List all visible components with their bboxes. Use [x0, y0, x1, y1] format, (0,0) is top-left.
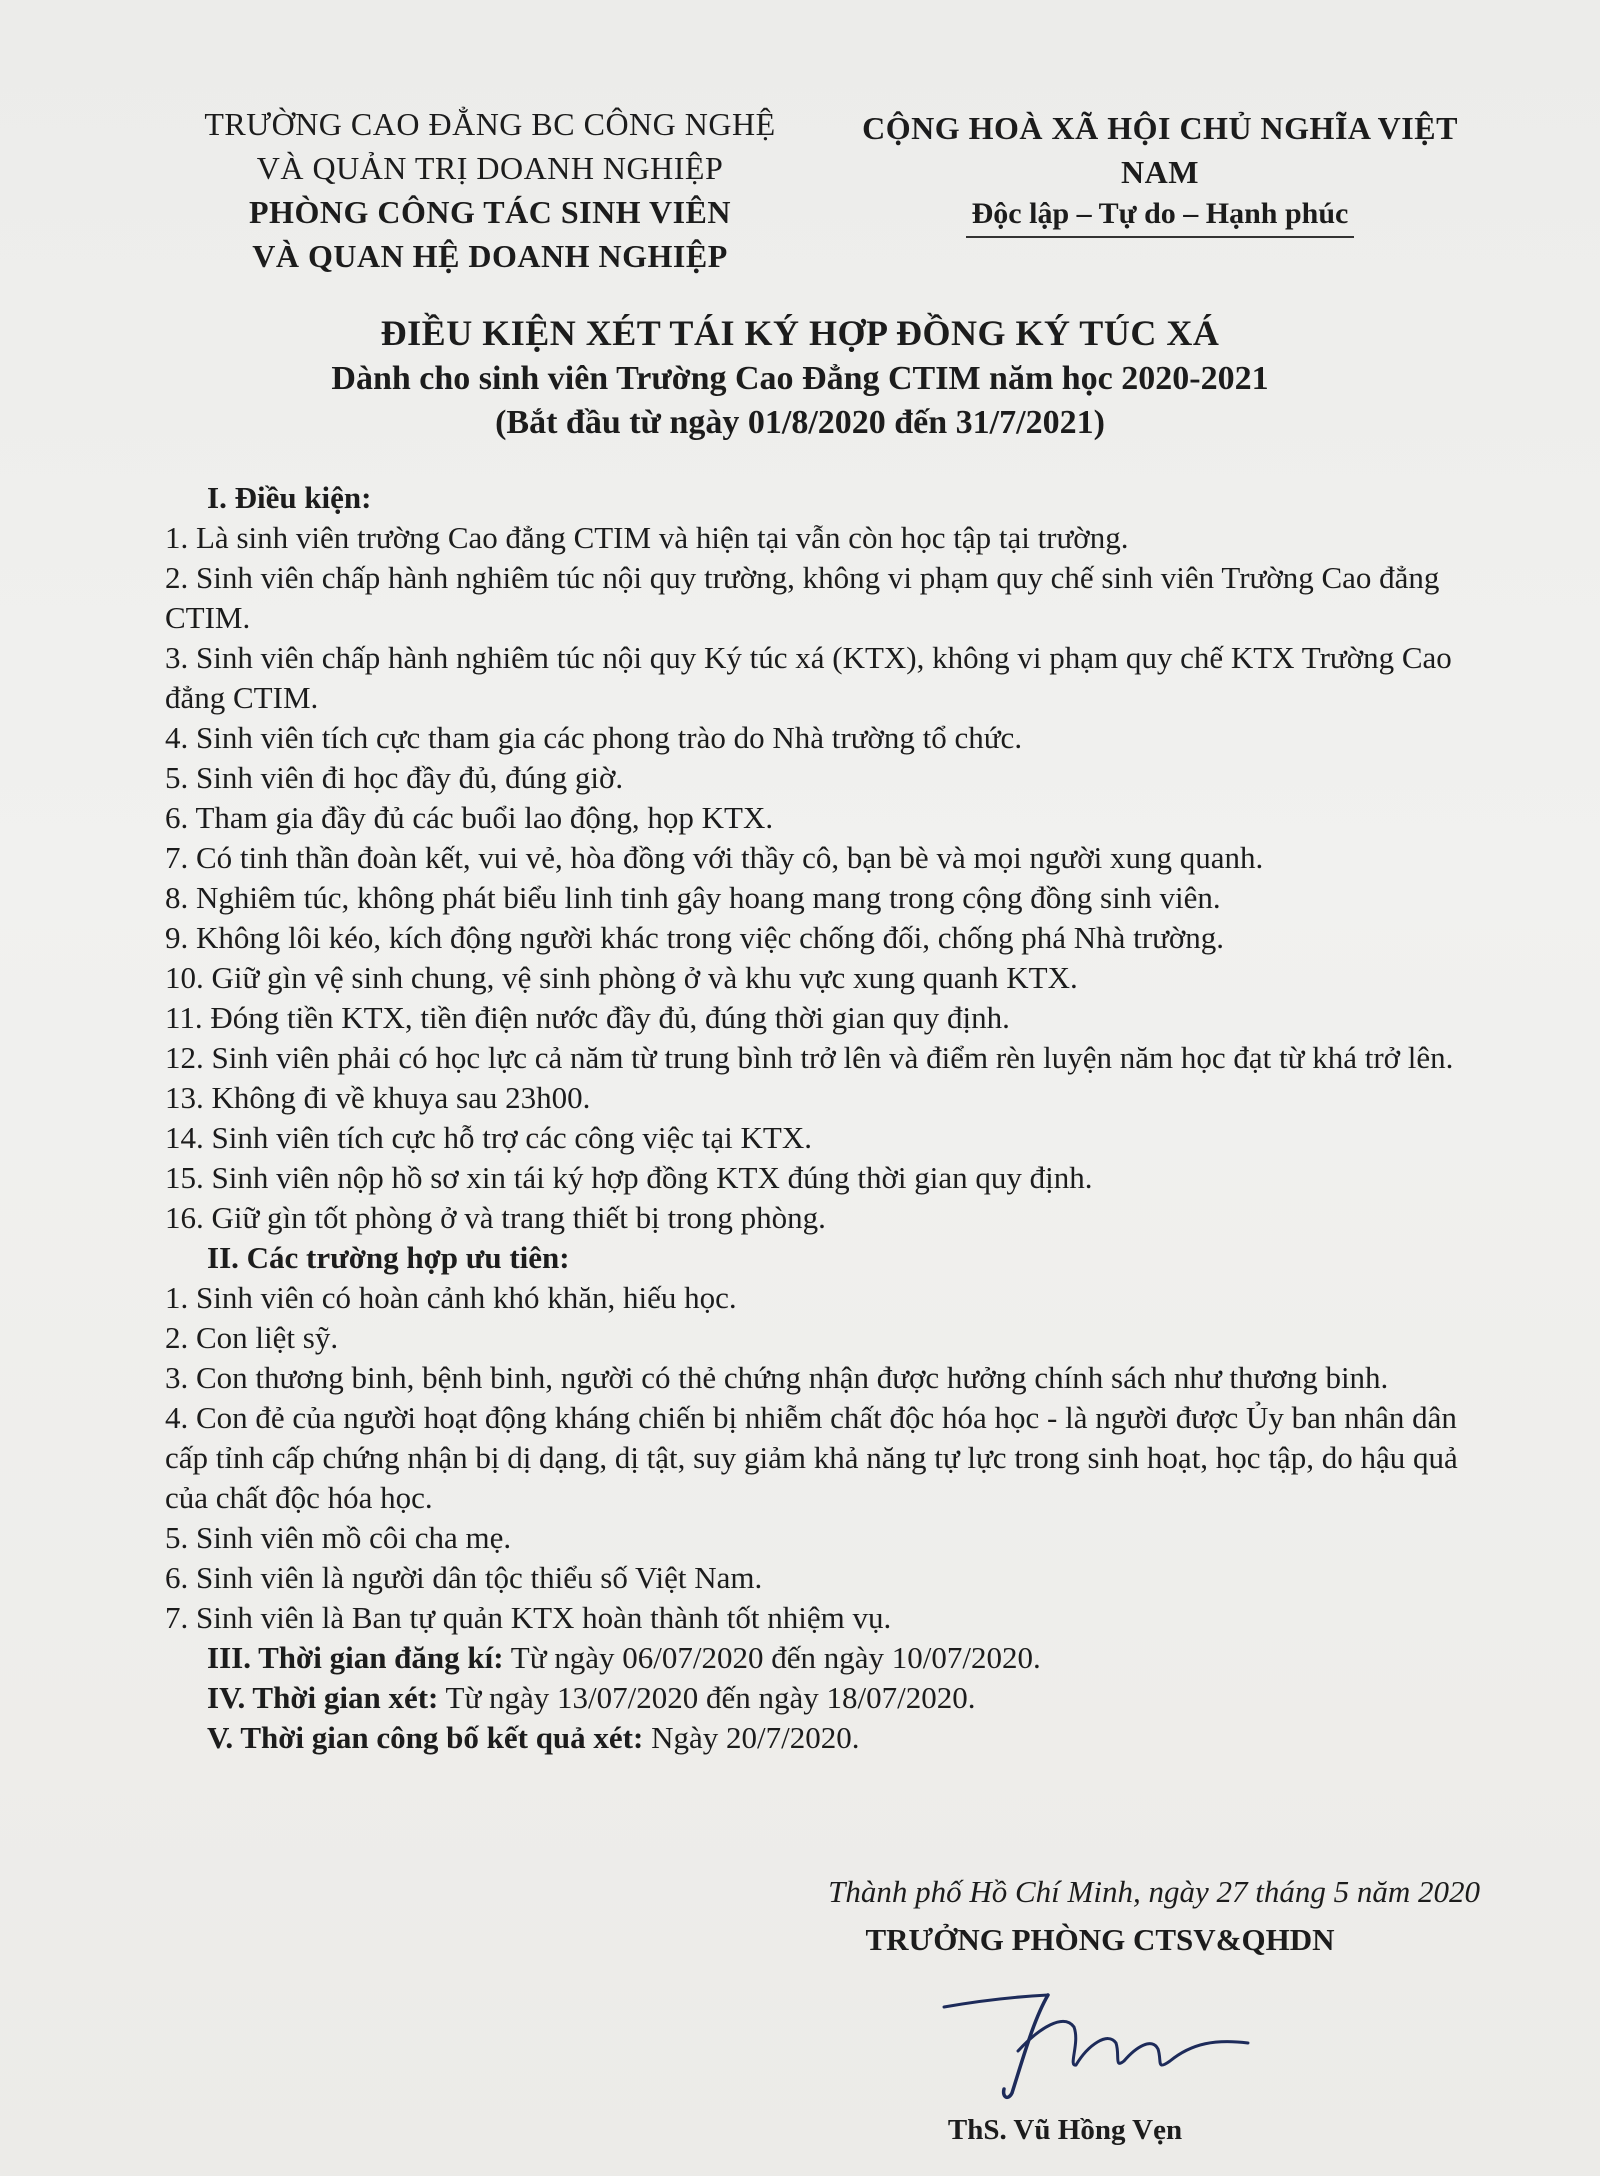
section-value: Ngày 20/7/2020.: [643, 1720, 860, 1755]
list-item: 7. Có tinh thần đoàn kết, vui vẻ, hòa đồng với thầy cô, bạn bè và mọi người xung quanh.: [165, 840, 1264, 875]
list-item: 1. Là sinh viên trường Cao đẳng CTIM và hiện tại vẫn còn học tập tại trường.: [165, 520, 1129, 555]
announcement-date: [165, 1718, 1485, 1758]
department-line: VÀ QUAN HỆ DOANH NGHIỆP: [252, 238, 728, 274]
list-item: 3. Sinh viên chấp hành nghiêm túc nội quy Ký túc xá (KTX), không vi phạm quy chế KTX Trường Cao đẳng CTIM.: [165, 640, 1452, 715]
list-item: 4. Con đẻ của người hoạt động kháng chiến bị nhiễm chất độc hóa học - là người được Ủy ban nhân dân cấp tỉnh cấp chứng nhận bị dị dạng, dị tật, suy giảm khả năng tự lực trong sinh hoạt, học tập, do hậu quả của chất độc hóa học.: [165, 1400, 1458, 1515]
list-item: 1. Sinh viên có hoàn cảnh khó khăn, hiếu học.: [165, 1280, 737, 1315]
section-label: IV. Thời gian xét:: [207, 1680, 439, 1715]
document-title: ĐIỀU KIỆN XÉT TÁI KÝ HỢP ĐỒNG KÝ TÚC XÁ: [380, 313, 1220, 353]
signer-name: ThS. Vũ Hồng Vẹn: [947, 2114, 1183, 2146]
list-item: 14. Sinh viên tích cực hỗ trợ các công việc tại KTX.: [165, 1120, 812, 1155]
list-item: 15. Sinh viên nộp hồ sơ xin tái ký hợp đồng KTX đúng thời gian quy định.: [165, 1160, 1093, 1195]
list-item: 10. Giữ gìn vệ sinh chung, vệ sinh phòng ở và khu vực xung quanh KTX.: [165, 960, 1078, 995]
list-item: 8. Nghiêm túc, không phát biểu linh tinh gây hoang mang trong cộng đồng sinh viên.: [165, 880, 1221, 915]
document-subtitle: Dành cho sinh viên Trường Cao Đẳng CTIM năm học 2020-2021: [331, 360, 1269, 397]
list-item: 3. Con thương binh, bệnh binh, người có thẻ chứng nhận được hưởng chính sách như thương binh.: [165, 1360, 1389, 1395]
national-motto: Độc lập – Tự do – Hạnh phúc: [966, 194, 1355, 238]
department-line: PHÒNG CÔNG TÁC SINH VIÊN: [249, 194, 731, 230]
document-body: [165, 478, 1485, 1758]
list-item: 7. Sinh viên là Ban tự quản KTX hoàn thành tốt nhiệm vụ.: [165, 1600, 892, 1635]
list-item: 5. Sinh viên mồ côi cha mẹ.: [165, 1520, 512, 1555]
national-header: [820, 106, 1500, 238]
registration-period: [165, 1638, 1485, 1678]
review-period: [165, 1678, 1485, 1718]
section-value: Từ ngày 06/07/2020 đến ngày 10/07/2020.: [503, 1640, 1041, 1675]
document-period: (Bắt đầu từ ngày 01/8/2020 đến 31/7/2021): [495, 404, 1105, 441]
section-value: Từ ngày 13/07/2020 đến ngày 18/07/2020.: [438, 1680, 976, 1715]
section-heading: I. Điều kiện:: [207, 480, 372, 515]
org-line: TRƯỜNG CAO ĐẲNG BC CÔNG NGHỆ: [204, 106, 776, 142]
list-item: 6. Sinh viên là người dân tộc thiểu số Việt Nam.: [165, 1560, 763, 1595]
list-item: 2. Con liệt sỹ.: [165, 1320, 339, 1355]
list-item: 9. Không lôi kéo, kích động người khác trong việc chống đối, chống phá Nhà trường.: [165, 920, 1225, 955]
org-line: VÀ QUẢN TRỊ DOANH NGHIỆP: [256, 150, 724, 186]
signer-role: TRƯỞNG PHÒNG CTSV&QHDN: [865, 1922, 1335, 1957]
list-item: 2. Sinh viên chấp hành nghiêm túc nội quy trường, không vi phạm quy chế sinh viên Trường Cao đẳng CTIM.: [165, 560, 1440, 635]
list-item: 4. Sinh viên tích cực tham gia các phong trào do Nhà trường tổ chức.: [165, 720, 1023, 755]
place-date: Thành phố Hồ Chí Minh, ngày 27 tháng 5 năm 2020: [828, 1874, 1480, 1909]
section-heading: II. Các trường hợp ưu tiên:: [207, 1240, 570, 1275]
handwritten-signature: [930, 1985, 1260, 2115]
section-label: III. Thời gian đăng kí:: [207, 1640, 504, 1675]
list-item: 6. Tham gia đầy đủ các buổi lao động, họp KTX.: [165, 800, 774, 835]
list-item: 11. Đóng tiền KTX, tiền điện nước đầy đủ, đúng thời gian quy định.: [165, 1000, 1010, 1035]
list-item: 12. Sinh viên phải có học lực cả năm từ trung bình trở lên và điểm rèn luyện năm học đạt từ khá trở lên.: [165, 1040, 1454, 1075]
section-label: V. Thời gian công bố kết quả xét:: [207, 1720, 644, 1755]
issuing-organization: [190, 102, 790, 278]
list-item: 5. Sinh viên đi học đầy đủ, đúng giờ.: [165, 760, 624, 795]
national-title: CỘNG HOÀ XÃ HỘI CHỦ NGHĨA VIỆT NAM: [862, 110, 1458, 190]
list-item: 16. Giữ gìn tốt phòng ở và trang thiết bị trong phòng.: [165, 1200, 826, 1235]
list-item: 13. Không đi về khuya sau 23h00.: [165, 1080, 591, 1115]
